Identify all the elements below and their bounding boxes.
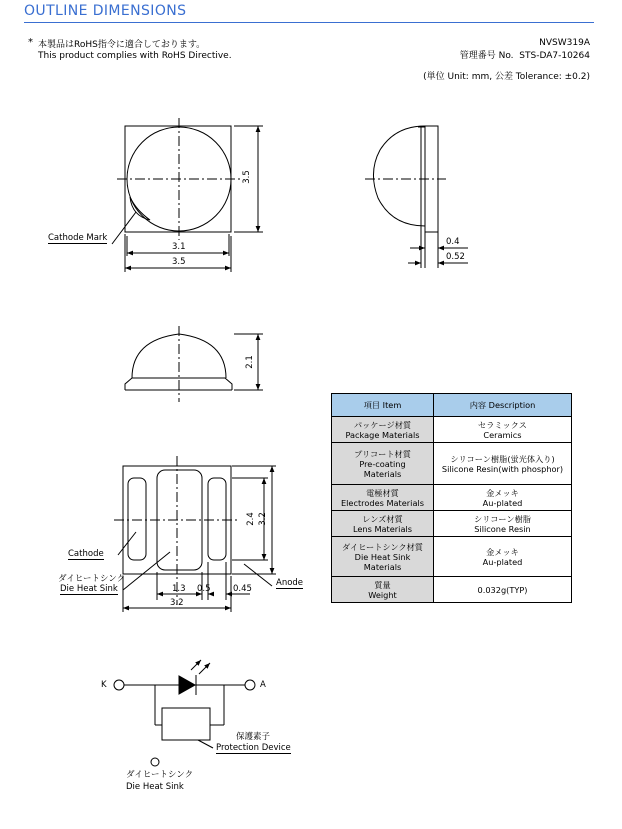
item-jp: プリコート材質 <box>354 448 411 459</box>
item-en2: Materials <box>363 468 402 479</box>
protection-device-jp: 保護素子 <box>236 732 271 742</box>
col-item-header: 項目 Item <box>332 394 434 417</box>
desc-en: Silicone Resin(with phosphor) <box>441 463 564 474</box>
desc-cell <box>434 417 572 443</box>
sch-heat-sink-en: Die Heat Sink <box>126 782 184 792</box>
desc-cell <box>434 537 572 577</box>
k-terminal-label: K <box>101 680 107 690</box>
item-en: Electrodes Materials <box>340 497 425 508</box>
desc-en: Silicone Resin <box>474 523 531 534</box>
dim-3-1: 3.1 <box>172 242 186 252</box>
table-row <box>332 577 572 603</box>
item-en: Package Materials <box>345 429 420 440</box>
item-en: Die Heat Sink <box>354 551 411 562</box>
dim-3-5-height: 3.5 <box>241 170 252 184</box>
item-en2: Materials <box>363 561 402 572</box>
desc-cell: 0.032g(TYP) <box>434 577 572 603</box>
item-en: Weight <box>368 589 397 600</box>
item-jp: レンズ材質 <box>362 513 403 524</box>
desc-cell <box>434 443 572 485</box>
management-label: 管理番号 No. <box>459 51 514 61</box>
dim-1-3: 1.3 <box>172 584 186 594</box>
col-description-header: 内容 Description <box>434 394 572 417</box>
table-row <box>332 485 572 511</box>
desc-jp: 金メッキ <box>486 546 519 557</box>
desc-jp: シリコーン樹脂 <box>474 513 531 524</box>
desc-en: Au-plated <box>482 556 523 567</box>
a-terminal-label: A <box>260 680 266 690</box>
rohs-note-jp: 本製品はRoHS指令に適合しております。 <box>38 40 206 50</box>
item-cell <box>332 537 434 577</box>
sch-heat-sink-jp: ダイヒートシンク <box>126 770 194 780</box>
cathode-mark-label: Cathode Mark <box>48 233 108 243</box>
item-cell <box>332 443 434 485</box>
die-heat-sink-label-en: Die Heat Sink <box>60 584 118 594</box>
item-jp: 電極材質 <box>366 487 399 498</box>
desc-en: Au-plated <box>482 497 523 508</box>
item-cell <box>332 485 434 511</box>
dim-3-5-width: 3.5 <box>172 257 186 267</box>
desc-en: Ceramics <box>483 429 522 440</box>
dim-2-4: 2.4 <box>245 512 256 526</box>
desc-jp: セラミックス <box>478 419 527 430</box>
dim-0-4: 0.4 <box>446 237 460 247</box>
dim-3-2-height: 3.2 <box>257 512 268 526</box>
anode-label: Anode <box>276 578 304 588</box>
item-cell <box>332 577 434 603</box>
table-row <box>332 443 572 485</box>
materials-table <box>331 393 572 603</box>
dim-0-52: 0.52 <box>446 252 465 262</box>
protection-device-en: Protection Device <box>216 743 291 753</box>
dim-2-1: 2.1 <box>244 355 255 369</box>
desc-jp: 金メッキ <box>486 487 519 498</box>
item-en: Lens Materials <box>352 523 413 534</box>
page-title: OUTLINE DIMENSIONS <box>24 3 187 19</box>
side-view-front <box>125 326 263 402</box>
item-cell <box>332 417 434 443</box>
die-heat-sink-label-jp: ダイヒートシンク <box>58 574 126 584</box>
table-row <box>332 417 572 443</box>
dim-0-45: 0.45 <box>233 584 252 594</box>
item-jp: ダイヒートシンク材質 <box>341 541 423 552</box>
part-number: NVSW319A <box>539 38 590 48</box>
desc-cell <box>434 511 572 537</box>
desc-jp: シリコーン樹脂(蛍光体入り) <box>450 453 555 464</box>
item-jp: 質量 <box>374 579 391 590</box>
dim-0-5: 0.5 <box>197 584 211 594</box>
item-jp: パッケージ材質 <box>353 419 412 430</box>
dim-3-2-width: 3.2 <box>170 598 184 608</box>
item-en: Pre-coating <box>359 458 406 469</box>
table-row <box>332 537 572 577</box>
cathode-label: Cathode <box>68 549 104 559</box>
desc-cell <box>434 485 572 511</box>
rohs-note-en: This product complies with RoHS Directive. <box>38 51 232 61</box>
table-header-row <box>332 394 572 417</box>
tolerance-note: (単位 Unit: mm, 公差 Tolerance: ±0.2) <box>423 72 590 82</box>
item-cell <box>332 511 434 537</box>
table-row <box>332 511 572 537</box>
top-view <box>112 118 263 272</box>
rohs-asterisk: * <box>28 37 33 48</box>
management-value: STS-DA7-10264 <box>519 51 590 61</box>
